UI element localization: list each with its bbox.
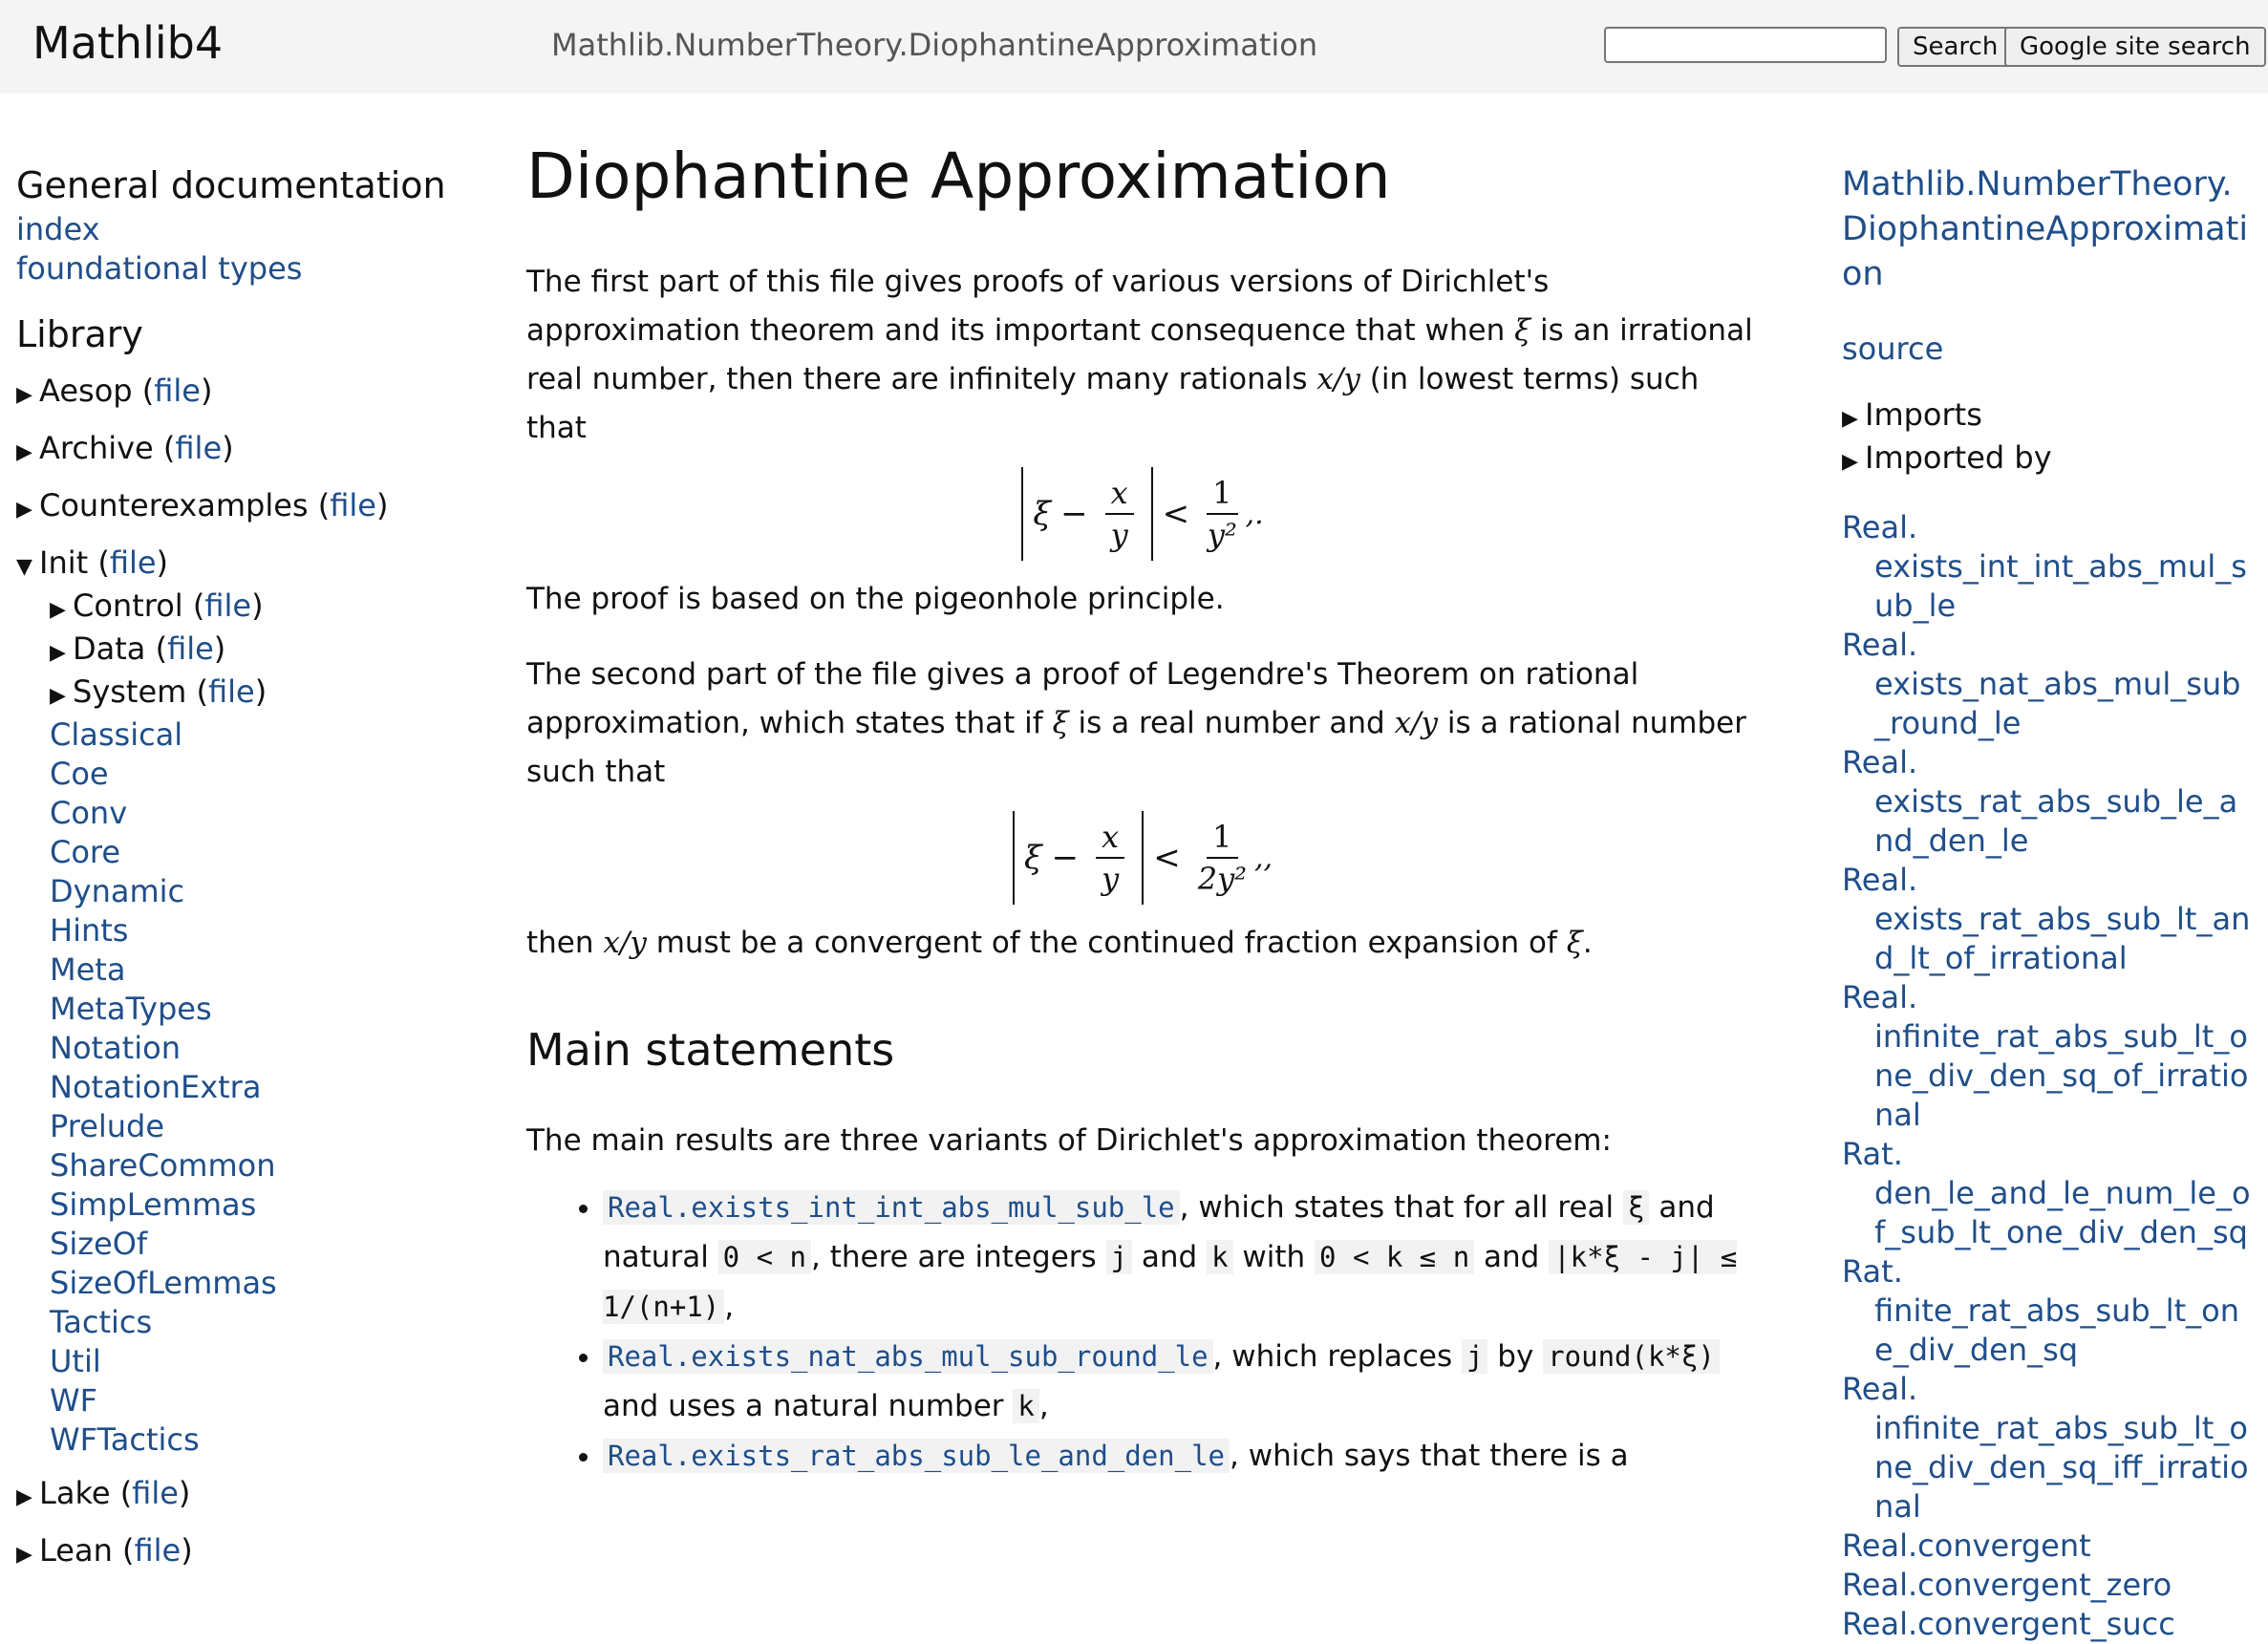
file-link[interactable]: file xyxy=(330,487,376,523)
nav-item-control[interactable]: ▶ Control (file) xyxy=(16,587,475,630)
source-link[interactable]: source xyxy=(1842,331,1944,367)
decl-nav-link[interactable]: Real.convergent xyxy=(1842,1527,2091,1564)
nav-link-wf[interactable]: WF xyxy=(50,1382,98,1419)
nav-link-index[interactable]: index xyxy=(16,211,100,247)
nav-link-meta[interactable]: Meta xyxy=(50,951,126,988)
main-content xyxy=(526,134,1759,1481)
nav-link-notationextra[interactable]: NotationExtra xyxy=(50,1069,262,1105)
triangle-right-icon[interactable]: ▶ xyxy=(1842,450,1858,474)
general-links xyxy=(16,210,475,288)
nav-link-tactics[interactable]: Tactics xyxy=(50,1304,153,1340)
file-link[interactable]: file xyxy=(167,630,214,667)
formula-legendre: ξ − $\frac{x}{y}$ < $\frac{1}{\text{2y²}}$ ,, xyxy=(526,810,1759,906)
file-link[interactable]: file xyxy=(134,1532,182,1569)
nav-link-coe[interactable]: Coe xyxy=(50,756,109,792)
nav-item-system[interactable]: ▶ System (file) xyxy=(16,673,475,715)
declaration-list xyxy=(1842,508,2253,1644)
nav-link-sharecommon[interactable]: ShareCommon xyxy=(50,1147,276,1184)
nav-link-sizeof[interactable]: SizeOf xyxy=(50,1226,148,1262)
file-link[interactable]: file xyxy=(132,1475,179,1511)
list-item: • Real.exists_nat_abs_mul_sub_round_le , which replaces j by round(k*ξ) and uses a natural number k , xyxy=(603,1332,1759,1431)
decl-nav-link[interactable]: Real.convergent_succ xyxy=(1842,1606,2175,1642)
main-results-paragraph: The main results are three variants of Dirichlet's approximation theorem: xyxy=(526,1123,1612,1158)
file-link[interactable]: file xyxy=(175,430,223,466)
decl-link[interactable]: Real.exists_nat_abs_mul_sub_round_le xyxy=(603,1339,1213,1374)
nav-item-aesop[interactable]: ▶ Aesop (file) xyxy=(16,372,475,415)
nav-item-data[interactable]: ▶ Data (file) xyxy=(16,630,475,673)
nav-link-foundational-types[interactable]: foundational types xyxy=(16,250,303,287)
imports-toggle[interactable]: ▶ Imports xyxy=(1842,395,2253,438)
nav-item-archive[interactable]: ▶ Archive (file) xyxy=(16,429,475,472)
abs-bars: ξ − $\frac{x}{y}$ xyxy=(1013,811,1144,905)
nav-link-util[interactable]: Util xyxy=(50,1343,101,1379)
nav-item-counterexamples[interactable]: ▶ Counterexamples (file) xyxy=(16,486,475,529)
main-statements-heading: Main statements xyxy=(526,1024,895,1076)
triangle-right-icon[interactable]: ▶ xyxy=(1842,407,1858,431)
file-link[interactable]: file xyxy=(207,673,255,710)
module-title-link[interactable]: Mathlib.NumberTheory.DiophantineApproximation xyxy=(1842,165,2249,293)
right-nav xyxy=(1842,162,2253,1644)
nav-link-prelude[interactable]: Prelude xyxy=(50,1108,165,1144)
math-x-over-y: x/y xyxy=(1316,362,1360,396)
search-button[interactable]: Search xyxy=(1897,27,2013,67)
decl-link[interactable]: Real.exists_rat_abs_sub_le_and_den_le xyxy=(603,1439,1230,1473)
list-item: • Real.exists_int_int_abs_mul_sub_le , which states that for all real ξ and natural 0 < n , there are integers j and k with 0 < k ≤ n and |k*ξ - j| ≤ 1/(n+1) , xyxy=(603,1183,1759,1332)
pigeonhole-paragraph: The proof is based on the pigeonhole principle. xyxy=(526,582,1225,616)
triangle-right-icon[interactable]: ▶ xyxy=(16,440,32,464)
module-name: Mathlib.NumberTheory.DiophantineApproximation xyxy=(551,27,1318,63)
brand-title[interactable]: Mathlib4 xyxy=(32,17,224,69)
formula-dirichlet: ξ − $\frac{x}{y}$ < $\frac{1}{\text{y²}}$ ,. xyxy=(526,466,1759,562)
file-link[interactable]: file xyxy=(204,587,252,624)
legendre-paragraph: The second part of the file gives a proof of Legendre's Theorem on rational approximation, which states that if ξ is a real number and x/y is a rational number such that xyxy=(526,657,1746,789)
file-link[interactable]: file xyxy=(154,373,201,409)
triangle-right-icon[interactable]: ▶ xyxy=(16,1543,32,1567)
decl-nav-link[interactable]: Real. exists_nat_abs_mul_sub_round_le xyxy=(1842,627,2241,741)
search-input[interactable] xyxy=(1604,27,1887,63)
math-xi: ξ xyxy=(1514,313,1531,348)
decl-nav-link[interactable]: Real. exists_int_int_abs_mul_sub_le xyxy=(1842,509,2247,624)
nav-link-metatypes[interactable]: MetaTypes xyxy=(50,991,212,1027)
triangle-right-icon[interactable]: ▶ xyxy=(16,383,32,407)
library-heading: Library xyxy=(16,313,143,355)
decl-nav-link[interactable]: Rat. den_le_and_le_num_le_of_sub_lt_one_div_den_sq xyxy=(1842,1136,2251,1250)
triangle-right-icon[interactable]: ▶ xyxy=(50,684,66,708)
decl-nav-link[interactable]: Real. infinite_rat_abs_sub_lt_one_div_den_sq_iff_irrational xyxy=(1842,1371,2249,1525)
nav-link-wftactics[interactable]: WFTactics xyxy=(50,1421,200,1458)
nav-link-hints[interactable]: Hints xyxy=(50,912,129,949)
decl-nav-link[interactable]: Real. exists_rat_abs_sub_lt_and_lt_of_irrational xyxy=(1842,862,2251,976)
nav-link-notation[interactable]: Notation xyxy=(50,1030,181,1066)
convergent-paragraph: then x/y must be a convergent of the continued fraction expansion of ξ. xyxy=(526,926,1593,960)
nav-link-dynamic[interactable]: Dynamic xyxy=(50,873,185,909)
list-item: • Real.exists_rat_abs_sub_le_and_den_le , which says that there is a xyxy=(603,1431,1759,1481)
general-doc-heading: General documentation xyxy=(16,164,446,206)
decl-link[interactable]: Real.exists_int_int_abs_mul_sub_le xyxy=(603,1190,1180,1225)
results-list xyxy=(526,1183,1759,1481)
abs-bars: ξ − $\frac{x}{y}$ xyxy=(1021,467,1152,561)
nav-item-lake[interactable]: ▶ Lake (file) xyxy=(16,1474,475,1517)
decl-nav-link[interactable]: Real. infinite_rat_abs_sub_lt_one_div_den_sq_of_irrational xyxy=(1842,979,2249,1133)
triangle-right-icon[interactable]: ▶ xyxy=(16,1485,32,1509)
nav-item-lean[interactable]: ▶ Lean (file) xyxy=(16,1531,475,1574)
nav-link-conv[interactable]: Conv xyxy=(50,795,128,831)
imported-by-toggle[interactable]: ▶ Imported by xyxy=(1842,438,2253,481)
triangle-down-icon[interactable]: ▼ xyxy=(16,555,32,579)
nav-link-core[interactable]: Core xyxy=(50,834,121,870)
top-header xyxy=(0,0,2268,94)
nav-item-init[interactable]: ▼ Init (file) xyxy=(16,544,475,587)
google-site-search-button[interactable]: Google site search xyxy=(2004,27,2266,67)
triangle-right-icon[interactable]: ▶ xyxy=(50,641,66,665)
triangle-right-icon[interactable]: ▶ xyxy=(16,498,32,522)
left-nav xyxy=(16,162,475,1574)
nav-link-sizeoflemmas[interactable]: SizeOfLemmas xyxy=(50,1265,277,1301)
decl-nav-link[interactable]: Real. exists_rat_abs_sub_le_and_den_le xyxy=(1842,744,2238,859)
decl-nav-link[interactable]: Rat. finite_rat_abs_sub_lt_one_div_den_sq xyxy=(1842,1253,2240,1368)
file-link[interactable]: file xyxy=(109,544,157,581)
page-title: Diophantine Approximation xyxy=(526,139,1391,213)
intro-paragraph: The first part of this file gives proofs of various versions of Dirichlet's approximation theorem and its important consequence that when ξ is an irrational real number, then there are infinitely many rationals x/y (in lowest terms) such that xyxy=(526,265,1753,445)
decl-nav-link[interactable]: Real.convergent_zero xyxy=(1842,1567,2172,1603)
triangle-right-icon[interactable]: ▶ xyxy=(50,598,66,622)
nav-link-classical[interactable]: Classical xyxy=(50,716,183,753)
nav-link-simplemmas[interactable]: SimpLemmas xyxy=(50,1186,257,1223)
